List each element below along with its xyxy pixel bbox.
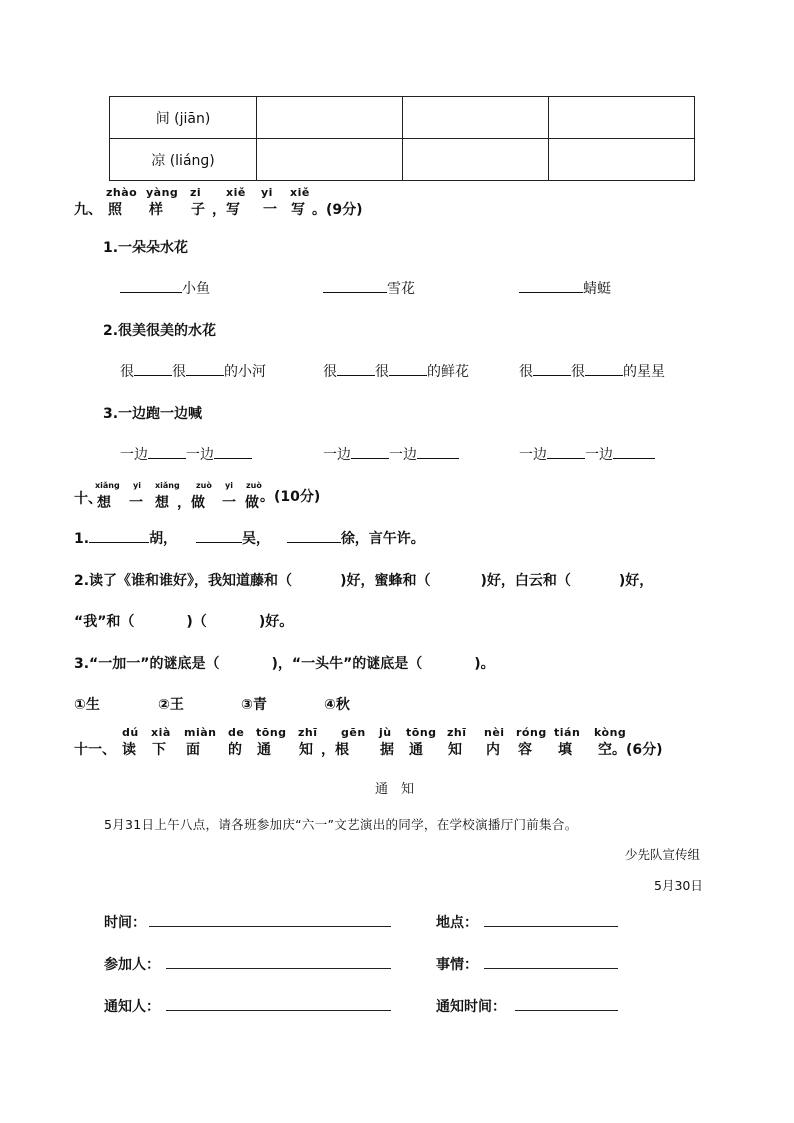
field-matter-input[interactable] bbox=[484, 968, 618, 969]
q10-option: ③青 bbox=[241, 697, 267, 713]
table-cell[interactable] bbox=[403, 97, 549, 139]
q9-item-2-answer: 很 很 的星星 bbox=[519, 361, 665, 381]
field-notifier-input[interactable] bbox=[166, 1010, 391, 1011]
pinyin: yi bbox=[225, 481, 233, 490]
answer-blank[interactable] bbox=[417, 444, 459, 459]
field-participants-input[interactable] bbox=[166, 968, 391, 969]
pinyin: xiě bbox=[290, 186, 310, 199]
q9-item-3-title: 3.一边跑一边喊 bbox=[103, 406, 203, 422]
table-cell[interactable] bbox=[257, 97, 403, 139]
answer-blank[interactable] bbox=[613, 444, 655, 459]
answer-blank[interactable] bbox=[120, 278, 182, 293]
pinyin: tōng bbox=[256, 726, 287, 739]
question-number: 九、 bbox=[74, 202, 102, 218]
answer-blank[interactable] bbox=[196, 528, 242, 543]
table-row bbox=[110, 97, 695, 139]
q10-line-3: 3.“一加一”的谜底是（ )，“一头牛”的谜底是（ )。 bbox=[74, 656, 495, 672]
hanzi: 知 bbox=[299, 742, 313, 758]
pinyin: jù bbox=[379, 726, 392, 739]
hanzi: 想 bbox=[155, 495, 169, 511]
answer-blank[interactable] bbox=[89, 528, 149, 543]
hanzi: 据 bbox=[380, 742, 394, 758]
table-cell[interactable] bbox=[549, 139, 695, 181]
hanzi: 面 bbox=[186, 742, 200, 758]
q9-item-1-answer: 蜻蜓 bbox=[519, 278, 611, 298]
score: 。(10分) bbox=[260, 489, 321, 505]
q9-item-1-answer: 小鱼 bbox=[120, 278, 210, 298]
pinyin: xià bbox=[151, 726, 171, 739]
table-cell[interactable] bbox=[257, 139, 403, 181]
q10-line-2a: 2.读了《谁和谁好》，我知道藤和（ )好，蜜蜂和（ )好，白云和（ )好， bbox=[74, 573, 654, 589]
hanzi: 写 bbox=[291, 202, 305, 218]
q9-item-3-answer: 一边 一边 bbox=[323, 444, 459, 464]
pinyin: yi bbox=[261, 186, 273, 199]
q10-option: ②王 bbox=[158, 697, 184, 713]
field-label-time: 时间： bbox=[104, 915, 146, 931]
notice-body: 5月31日上午八点，请各班参加庆“六一”文艺演出的同学，在学校演播厅门前集合。 bbox=[104, 817, 578, 832]
pinyin: nèi bbox=[484, 726, 505, 739]
field-label-participants: 参加人： bbox=[104, 957, 160, 973]
field-label-place: 地点： bbox=[436, 915, 478, 931]
answer-blank[interactable] bbox=[519, 278, 583, 293]
q10-option: ①生 bbox=[74, 697, 100, 713]
answer-blank[interactable] bbox=[585, 361, 623, 376]
q9-item-2-title: 2.很美很美的水花 bbox=[103, 323, 217, 339]
hanzi: 想 bbox=[97, 495, 111, 511]
hanzi: 样 bbox=[149, 202, 163, 218]
pinyin: kòng bbox=[594, 726, 627, 739]
pinyin: xiǎng bbox=[95, 481, 120, 490]
pinyin: gēn bbox=[341, 726, 366, 739]
pinyin: róng bbox=[516, 726, 547, 739]
answer-blank[interactable] bbox=[148, 444, 186, 459]
hanzi: ，写 bbox=[212, 202, 240, 218]
table-row-header: 凉 (liánɡ) bbox=[110, 139, 257, 181]
table-row-header: 间 (jiān) bbox=[110, 97, 257, 139]
answer-blank[interactable] bbox=[547, 444, 585, 459]
answer-blank[interactable] bbox=[186, 361, 224, 376]
answer-blank[interactable] bbox=[533, 361, 571, 376]
character-table bbox=[109, 96, 695, 181]
table-cell[interactable] bbox=[403, 139, 549, 181]
hanzi: 通 bbox=[257, 742, 271, 758]
hanzi: 做 bbox=[245, 495, 259, 511]
answer-blank[interactable] bbox=[287, 528, 341, 543]
hanzi: 下 bbox=[152, 742, 166, 758]
q10-option: ④秋 bbox=[324, 697, 350, 713]
field-label-notice-time: 通知时间： bbox=[436, 999, 506, 1015]
q10-line-2b: “我”和（ )（ )好。 bbox=[74, 614, 294, 630]
answer-blank[interactable] bbox=[323, 278, 387, 293]
q9-item-1-answer: 雪花 bbox=[323, 278, 415, 298]
pinyin: xiǎng bbox=[155, 481, 180, 490]
field-label-matter: 事情： bbox=[436, 957, 478, 973]
question-number: 十、 bbox=[74, 491, 102, 507]
hanzi: 容 bbox=[518, 742, 532, 758]
field-notice-time-input[interactable] bbox=[515, 1010, 618, 1011]
score: 。(6分) bbox=[612, 742, 663, 758]
hanzi: 空 bbox=[598, 742, 612, 758]
pinyin: zhī bbox=[298, 726, 318, 739]
answer-blank[interactable] bbox=[351, 444, 389, 459]
q9-item-2-answer: 很 很 的鲜花 bbox=[323, 361, 469, 381]
field-label-notifier: 通知人： bbox=[104, 999, 160, 1015]
field-time-input[interactable] bbox=[149, 926, 391, 927]
answer-blank[interactable] bbox=[389, 361, 427, 376]
hanzi: 知 bbox=[448, 742, 462, 758]
hanzi: 子 bbox=[191, 202, 205, 218]
q9-item-2-answer: 很 很 的小河 bbox=[120, 361, 266, 381]
hanzi: 读 bbox=[122, 742, 136, 758]
table-row bbox=[110, 139, 695, 181]
hanzi: ，根 bbox=[321, 742, 349, 758]
field-place-input[interactable] bbox=[484, 926, 618, 927]
pinyin: zuò bbox=[246, 481, 262, 490]
hanzi: 照 bbox=[108, 202, 122, 218]
pinyin: de bbox=[228, 726, 245, 739]
hanzi: 内 bbox=[486, 742, 500, 758]
pinyin: zi bbox=[190, 186, 202, 199]
answer-blank[interactable] bbox=[337, 361, 375, 376]
pinyin: tián bbox=[554, 726, 581, 739]
notice-date: 5月30日 bbox=[654, 878, 703, 893]
q10-line-1: 1. 胡， 吴， 徐，言午许。 bbox=[74, 528, 425, 548]
notice-signature: 少先队宣传组 bbox=[625, 847, 701, 862]
q9-item-3-answer: 一边 一边 bbox=[120, 444, 252, 464]
pinyin: yi bbox=[133, 481, 141, 490]
pinyin: zhī bbox=[447, 726, 467, 739]
q9-item-1-title: 1.一朵朵水花 bbox=[103, 240, 189, 256]
q9-item-3-answer: 一边 一边 bbox=[519, 444, 655, 464]
pinyin: yàng bbox=[146, 186, 179, 199]
hanzi: 一 bbox=[263, 202, 277, 218]
answer-blank[interactable] bbox=[134, 361, 172, 376]
pinyin: dú bbox=[122, 726, 139, 739]
hanzi: 一 bbox=[222, 495, 236, 511]
notice-title: 通 知 bbox=[375, 782, 415, 797]
table-cell[interactable] bbox=[549, 97, 695, 139]
hanzi: 填 bbox=[558, 742, 572, 758]
question-number: 十一、 bbox=[74, 742, 116, 758]
pinyin: zhào bbox=[106, 186, 138, 199]
pinyin: miàn bbox=[184, 726, 217, 739]
score: 。(9分) bbox=[312, 202, 363, 218]
hanzi: ，做 bbox=[177, 495, 205, 511]
hanzi: 一 bbox=[129, 495, 143, 511]
pinyin: xiě bbox=[226, 186, 246, 199]
pinyin: tōng bbox=[406, 726, 437, 739]
hanzi: 的 bbox=[228, 742, 242, 758]
hanzi: 通 bbox=[409, 742, 423, 758]
pinyin: zuò bbox=[196, 481, 212, 490]
answer-blank[interactable] bbox=[214, 444, 252, 459]
